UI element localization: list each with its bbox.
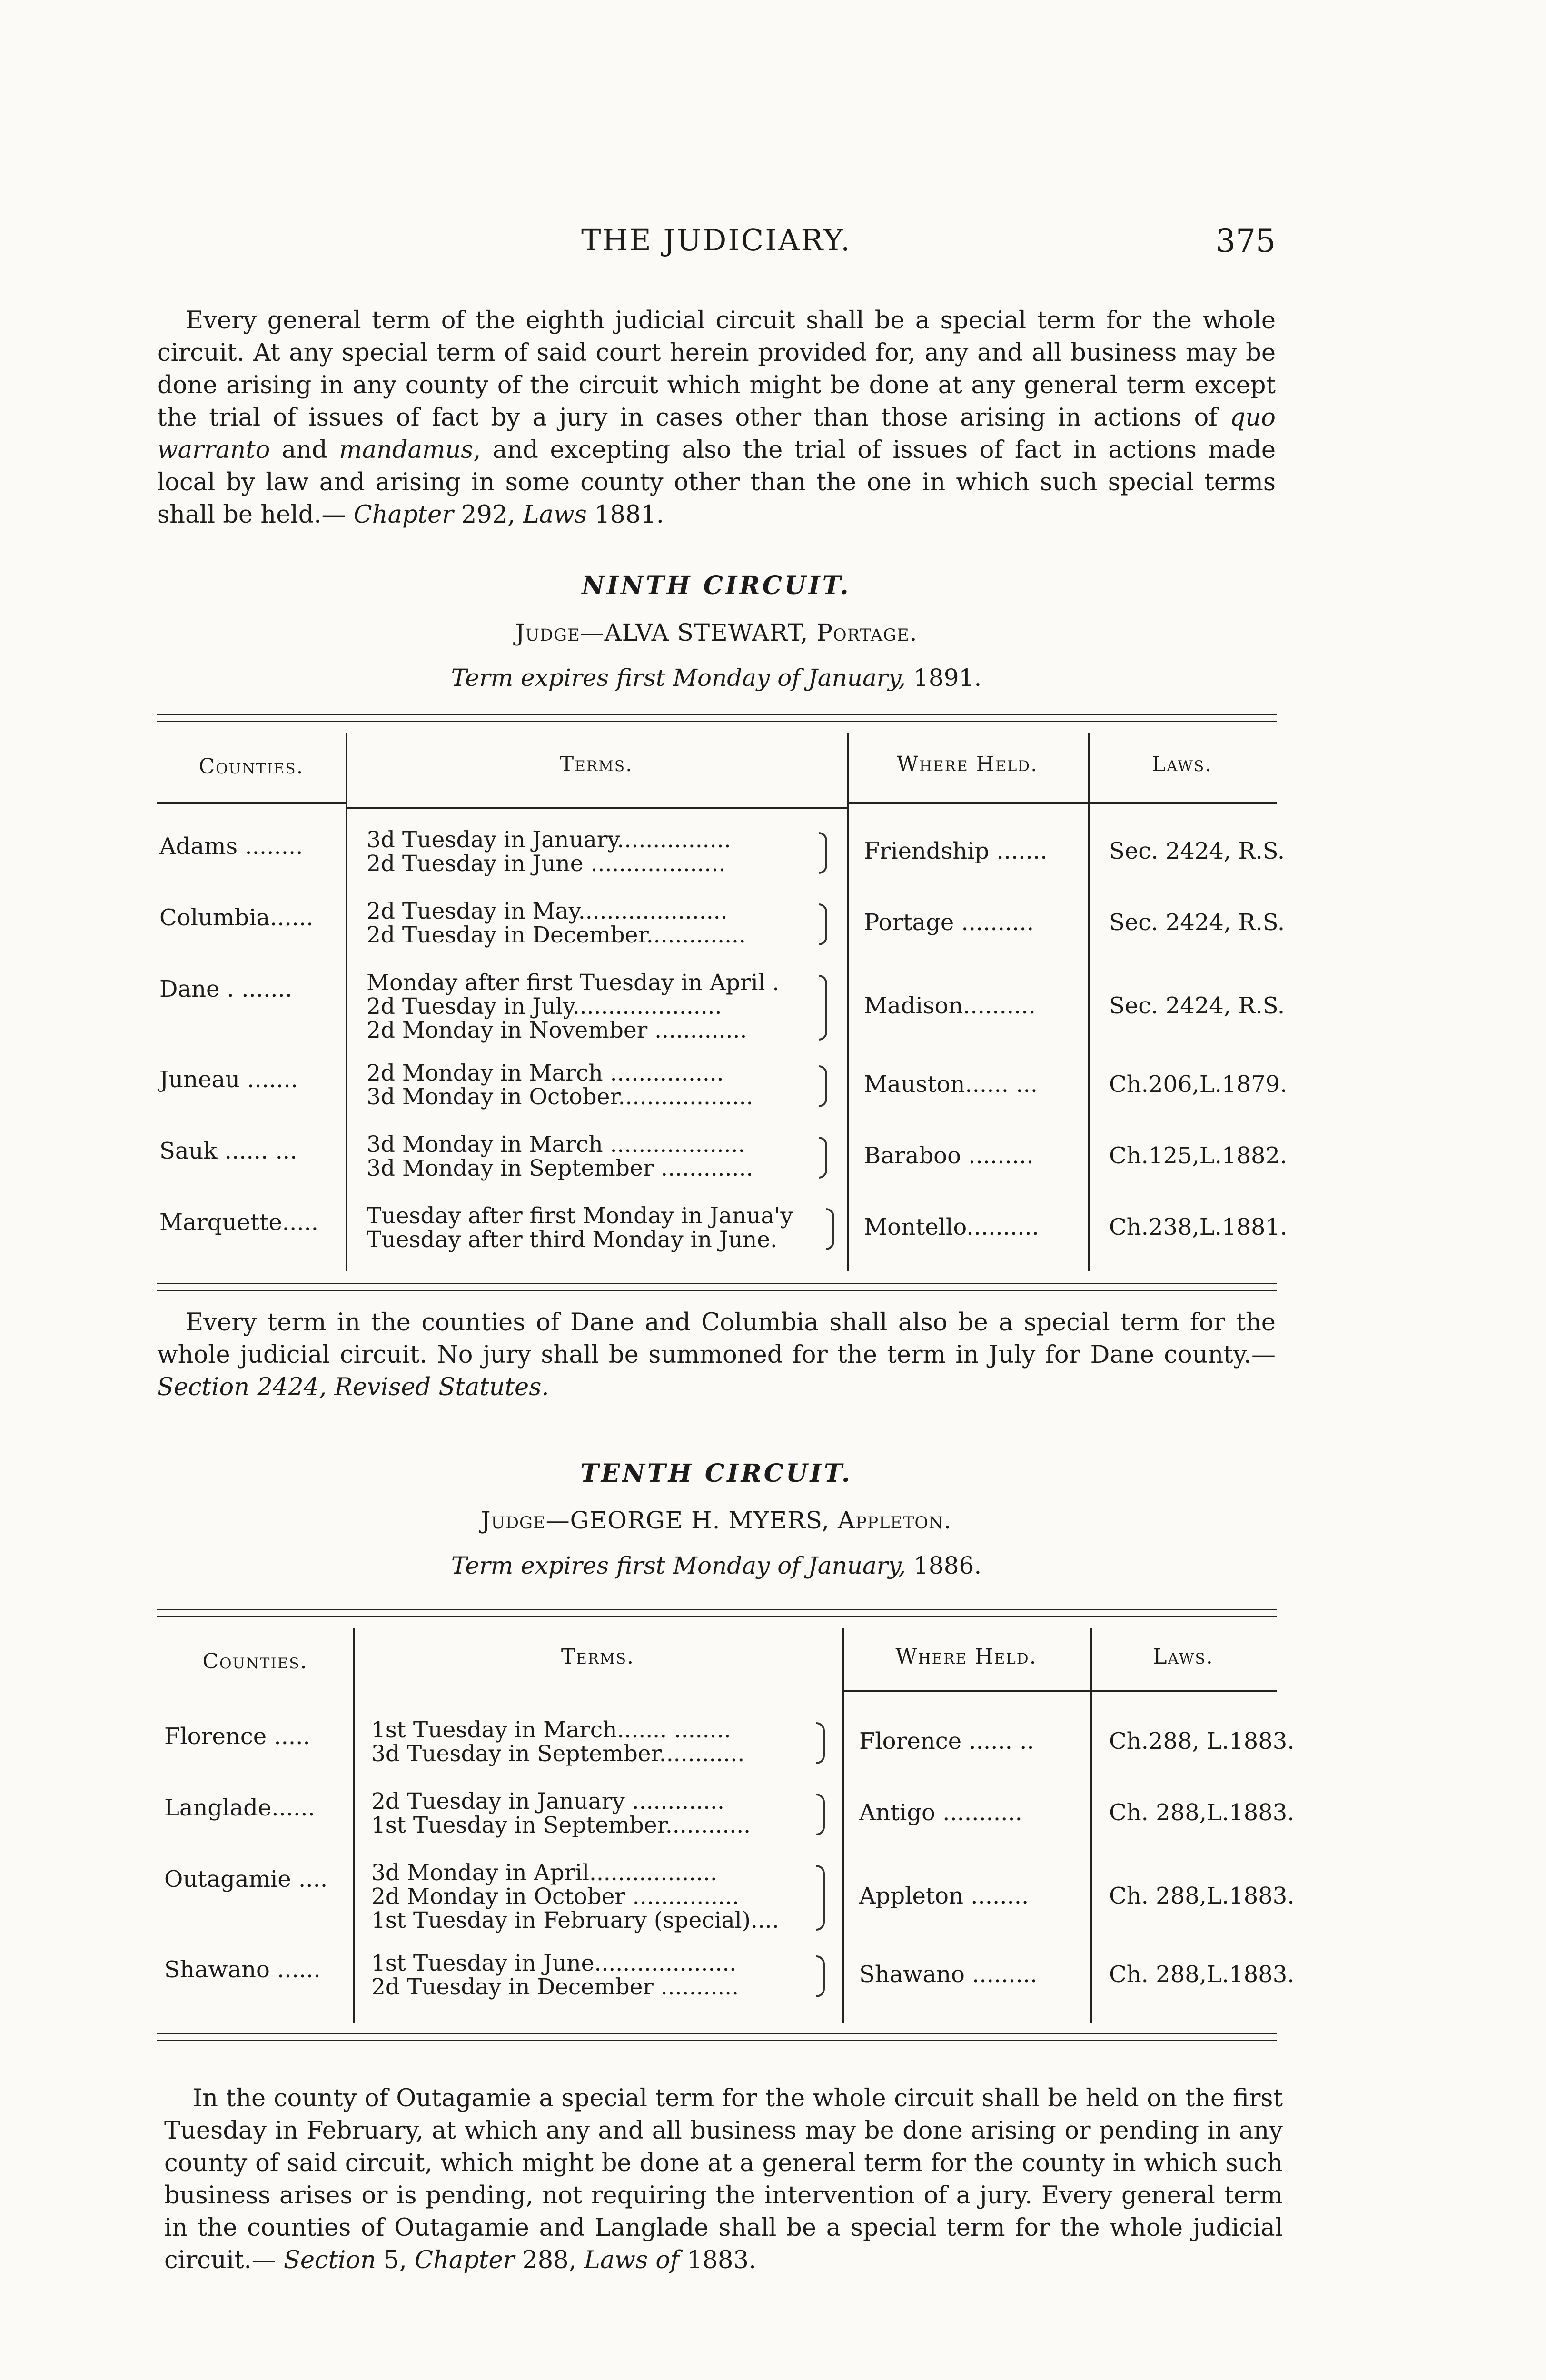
ninth-row-adams-county: Adams ........ bbox=[159, 833, 303, 860]
ninth-row-columbia-county: Columbia...... bbox=[159, 904, 314, 931]
tenth-row-shawano-laws: Ch. 288,L.1883. bbox=[1109, 1961, 1295, 1988]
ninth-row-dane-term-2: 2d Tuesday in July..................... bbox=[367, 993, 722, 1020]
intro-quo-warranto: quo warranto bbox=[157, 404, 1276, 464]
running-title: THE JUDICIARY. bbox=[581, 223, 852, 258]
tenth-term-expires bbox=[157, 1552, 1276, 1579]
tenth-row-outagamie-county: Outagamie .... bbox=[164, 1866, 328, 1893]
ninth-row-dane-county: Dane . ....... bbox=[159, 976, 292, 1002]
ninth-header-terms: Terms. bbox=[559, 752, 634, 776]
ninth-expires-year: 1891. bbox=[913, 664, 982, 692]
tenth-header-terms: Terms. bbox=[561, 1645, 635, 1669]
ninth-expires-text: Term expires first Monday of January, bbox=[451, 664, 914, 692]
ninth-row-marquette-where: Montello.......... bbox=[864, 1214, 1039, 1240]
ninth-row-columbia-term-2: 2d Tuesday in December.............. bbox=[367, 922, 746, 948]
ninth-row-adams-where: Friendship ....... bbox=[864, 838, 1048, 864]
ninth-row-dane-where: Madison.......... bbox=[864, 992, 1036, 1019]
tenth-note-text: In the county of Outagamie a special term for the whole circuit shall be held on the first Tuesday in February, at which any and all business may be done arising or pending in any county of said circuit, which might be done at a general term for the county in which such business arises or is pending, not requiring the intervention of a jury. Every general term in the counties of Outagamie and Langlade shall be a special term for the whole judicial circuit.— bbox=[164, 2084, 1283, 2274]
ninth-row-marquette-term-2: Tuesday after third Monday in June. bbox=[367, 1227, 778, 1253]
ninth-judge-line bbox=[157, 619, 1276, 646]
ninth-row-dane-laws: Sec. 2424, R.S. bbox=[1109, 992, 1285, 1019]
tenth-judge-place: Appleton. bbox=[837, 1507, 952, 1534]
tenth-row-langlade-laws: Ch. 288,L.1883. bbox=[1109, 1799, 1295, 1826]
ninth-row-juneau-term-2: 3d Monday in October................... bbox=[367, 1084, 753, 1110]
tenth-row-langlade-term-2: 1st Tuesday in September............ bbox=[371, 1812, 751, 1838]
tenth-row-langlade-county: Langlade...... bbox=[164, 1795, 315, 1821]
ninth-circuit-note bbox=[157, 1307, 1276, 1404]
tenth-row-shawano-term-2: 2d Tuesday in December ........... bbox=[371, 1974, 739, 2000]
ninth-judge-name: —ALVA STEWART, bbox=[580, 619, 817, 646]
ninth-row-sauk-county: Sauk ...... ... bbox=[159, 1138, 297, 1164]
tenth-note-cite-year: 1883. bbox=[679, 2246, 757, 2274]
tenth-header-laws: Laws. bbox=[1153, 1645, 1214, 1669]
tenth-circuit-note bbox=[164, 2082, 1283, 2277]
tenth-row-florence-where: Florence ...... .. bbox=[859, 1728, 1034, 1755]
intro-cite-num: 292, bbox=[453, 501, 523, 529]
tenth-row-shawano-term-1: 1st Tuesday in June.................... bbox=[371, 1950, 737, 1976]
ninth-row-marquette-laws: Ch.238,L.1881. bbox=[1109, 1214, 1288, 1240]
ninth-term-expires bbox=[157, 664, 1276, 692]
ninth-row-columbia-where: Portage .......... bbox=[864, 909, 1034, 936]
ninth-row-marquette-county: Marquette..... bbox=[159, 1209, 319, 1236]
ninth-row-sauk-term-1: 3d Monday in March ................... bbox=[367, 1131, 745, 1158]
ninth-header-where-held: Where Held. bbox=[896, 752, 1039, 776]
ninth-row-sauk-laws: Ch.125,L.1882. bbox=[1109, 1142, 1288, 1169]
tenth-row-outagamie-laws: Ch. 288,L.1883. bbox=[1109, 1883, 1295, 1909]
tenth-expires-year: 1886. bbox=[913, 1552, 982, 1579]
tenth-circuit-table bbox=[157, 1609, 1295, 2047]
tenth-note-cite-section: Section bbox=[283, 2246, 376, 2274]
ninth-note-cite: Section 2424, Revised Statutes. bbox=[157, 1373, 549, 1401]
tenth-row-outagamie-term-3: 1st Tuesday in February (special).... bbox=[371, 1907, 779, 1934]
ninth-circuit-title: NINTH CIRCUIT. bbox=[582, 571, 851, 600]
tenth-circuit-title: TENTH CIRCUIT. bbox=[580, 1459, 852, 1488]
tenth-header-counties: Counties. bbox=[202, 1649, 308, 1674]
intro-text-2: , and excepting also the trial of issues of fact in actions made local by law and arising in some county other than the one in which such special terms shall be held.— bbox=[157, 436, 1276, 529]
page-number: 375 bbox=[1216, 223, 1276, 259]
ninth-row-sauk-term-2: 3d Monday in September ............. bbox=[367, 1155, 753, 1181]
tenth-judge-line bbox=[157, 1507, 1276, 1534]
tenth-judge-name: —GEORGE H. MYERS, bbox=[545, 1507, 838, 1534]
tenth-row-florence-term-1: 1st Tuesday in March....... ........ bbox=[371, 1717, 731, 1743]
tenth-row-shawano-county: Shawano ...... bbox=[164, 1956, 321, 1983]
tenth-row-outagamie-where: Appleton ........ bbox=[859, 1883, 1029, 1909]
ninth-row-dane-term-3: 2d Monday in November ............. bbox=[367, 1017, 747, 1043]
tenth-row-florence-county: Florence ..... bbox=[164, 1723, 310, 1750]
tenth-row-shawano-where: Shawano ......... bbox=[859, 1961, 1038, 1988]
ninth-row-adams-laws: Sec. 2424, R.S. bbox=[1109, 838, 1285, 864]
tenth-note-cite-chapter: Chapter bbox=[415, 2246, 515, 2274]
ninth-judge-label: Judge bbox=[515, 619, 580, 646]
ninth-row-juneau-laws: Ch.206,L.1879. bbox=[1109, 1071, 1288, 1098]
intro-paragraph bbox=[157, 305, 1276, 531]
tenth-row-florence-laws: Ch.288, L.1883. bbox=[1109, 1728, 1295, 1755]
ninth-row-adams-term-2: 2d Tuesday in June ................... bbox=[367, 851, 726, 877]
ninth-header-laws: Laws. bbox=[1151, 752, 1213, 776]
ninth-judge-place: Portage. bbox=[816, 619, 918, 646]
ninth-row-marquette-term-1: Tuesday after first Monday in Janua'y bbox=[367, 1203, 793, 1229]
ninth-circuit-table bbox=[157, 714, 1288, 1304]
ninth-row-juneau-where: Mauston...... ... bbox=[864, 1071, 1038, 1098]
ninth-row-juneau-term-1: 2d Monday in March ................ bbox=[367, 1060, 724, 1086]
tenth-judge-label: Judge bbox=[481, 1507, 546, 1534]
ninth-note-text: Every term in the counties of Dane and Columbia shall also be a special term for the whole judicial circuit. No jury shall be summoned for the term in July for Dane county.— bbox=[157, 1309, 1276, 1369]
tenth-row-outagamie-term-2: 2d Monday in October ............... bbox=[371, 1884, 739, 1910]
ninth-header-counties: Counties. bbox=[198, 754, 304, 779]
intro-and: and bbox=[270, 436, 339, 464]
intro-cite-laws: Laws bbox=[523, 501, 587, 529]
running-head bbox=[157, 223, 1276, 266]
ninth-row-columbia-laws: Sec. 2424, R.S. bbox=[1109, 909, 1285, 936]
tenth-note-cite-num: 288, bbox=[515, 2246, 585, 2274]
intro-mandamus: mandamus bbox=[339, 436, 474, 464]
tenth-expires-text: Term expires first Monday of January, bbox=[451, 1552, 914, 1579]
ninth-row-columbia-term-1: 2d Tuesday in May..................... bbox=[367, 898, 728, 924]
ninth-row-adams-term-1: 3d Tuesday in January................ bbox=[367, 827, 731, 853]
tenth-note-cite-laws: Laws of bbox=[584, 2246, 679, 2274]
tenth-row-langlade-where: Antigo ........... bbox=[859, 1799, 1022, 1826]
ninth-row-sauk-where: Baraboo ......... bbox=[864, 1142, 1034, 1169]
intro-cite-chapter: Chapter bbox=[353, 501, 454, 529]
ninth-row-juneau-county: Juneau ....... bbox=[159, 1066, 298, 1093]
tenth-row-langlade-term-1: 2d Tuesday in January ............. bbox=[371, 1788, 724, 1815]
ninth-row-dane-term-1: Monday after first Tuesday in April . bbox=[367, 970, 780, 996]
tenth-row-outagamie-term-1: 3d Monday in April.................. bbox=[371, 1860, 717, 1886]
tenth-note-cite-mid: 5, bbox=[376, 2246, 415, 2274]
tenth-header-where-held: Where Held. bbox=[895, 1645, 1037, 1669]
tenth-row-florence-term-2: 3d Tuesday in September............ bbox=[371, 1741, 745, 1767]
intro-cite-year: 1881. bbox=[586, 501, 664, 529]
intro-text-1: Every general term of the eighth judicial circuit shall be a special term for the whole circuit. At any special term of said court herein provided for, any and all business may be done arising in any county of the circuit which might be done at any general term except the trial of issues of fact by a jury in cases other than those arising in actions of bbox=[157, 307, 1276, 432]
